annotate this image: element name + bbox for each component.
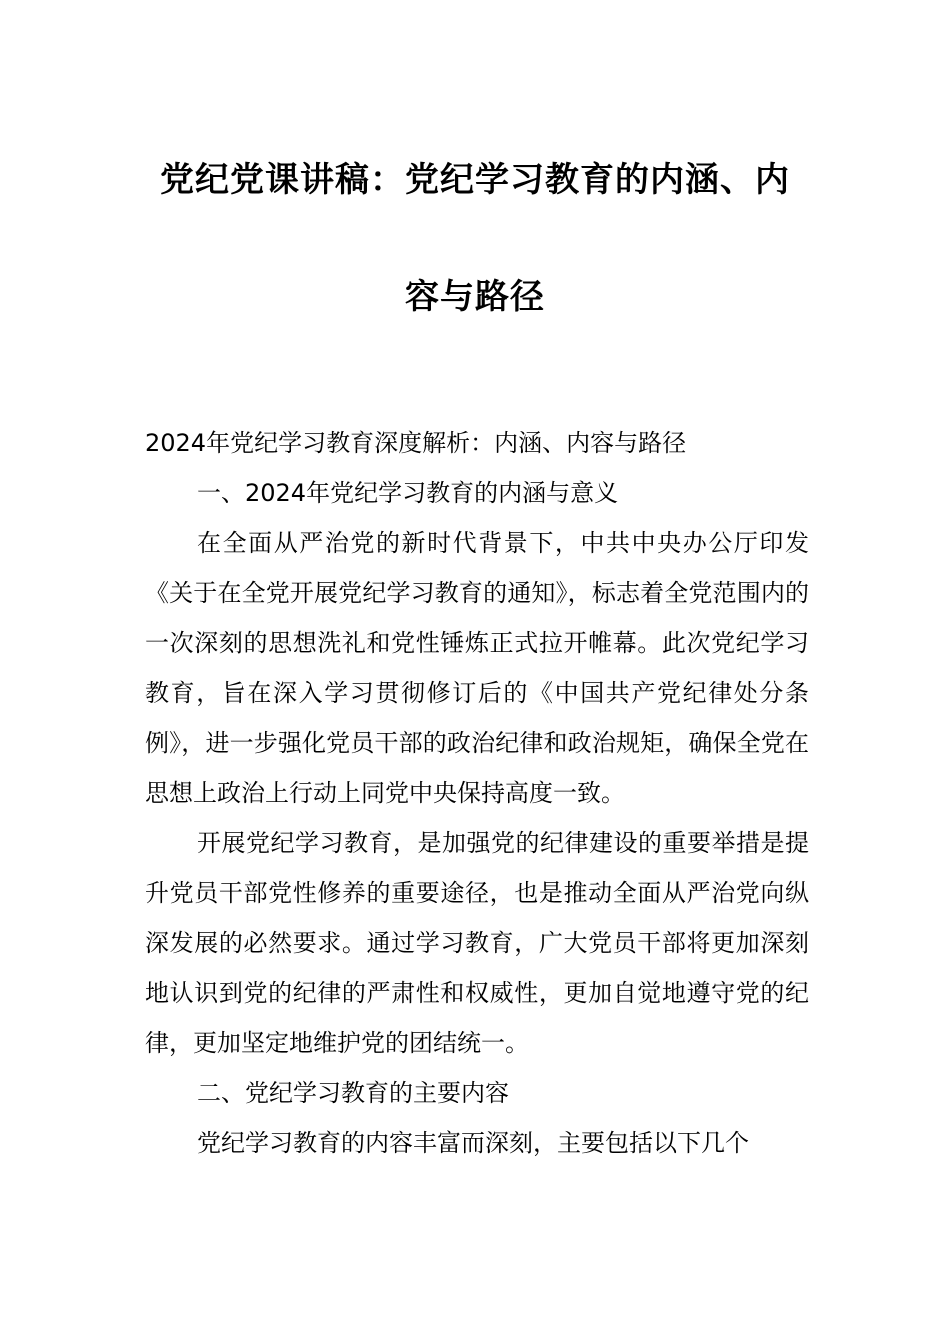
- section-heading-1: 一、2024年党纪学习教育的内涵与意义: [197, 479, 619, 507]
- section-heading-2: 二、党纪学习教育的主要内容: [197, 1079, 509, 1107]
- subtitle-paragraph: 2024年党纪学习教育深度解析：内涵、内容与路径: [145, 429, 687, 457]
- document-body: [145, 418, 809, 1168]
- document-title-line-1: 党纪党课讲稿：党纪学习教育的内涵、内: [160, 160, 790, 200]
- body-paragraph-1: 在全面从严治党的新时代背景下，中共中央办公厅印发《关于在全党开展党纪学习教育的通知》，标志着全党范围内的一次深刻的思想洗礼和党性锤炼正式拉开帷幕。此次党纪学习教育，旨在深入学习贯彻修订后的《中国共产党纪律处分条例》，进一步强化党员干部的政治纪律和政治规矩，确保全党在思想上政治上行动上同党中央保持高度一致。: [145, 529, 809, 807]
- body-paragraph-3: 党纪学习教育的内容丰富而深刻，主要包括以下几个: [197, 1129, 749, 1157]
- document-title-line-2: 容与路径: [405, 277, 545, 317]
- body-paragraph-2: 开展党纪学习教育，是加强党的纪律建设的重要举措是提升党员干部党性修养的重要途径，也是推动全面从严治党向纵深发展的必然要求。通过学习教育，广大党员干部将更加深刻地认识到党的纪律的严肃性和权威性，更加自觉地遵守党的纪律，更加坚定地维护党的团结统一。: [145, 829, 809, 1057]
